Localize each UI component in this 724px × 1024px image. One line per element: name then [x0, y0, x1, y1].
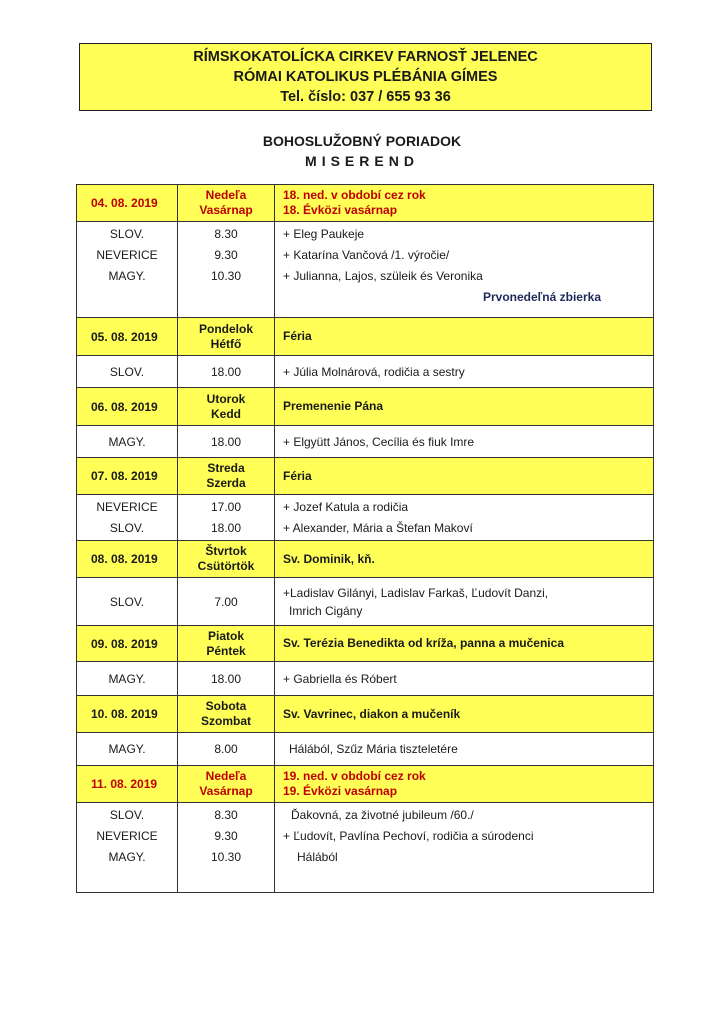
mass-time: 18.00	[178, 662, 275, 696]
mass-row	[77, 495, 654, 541]
day-header-row	[77, 388, 654, 426]
parish-phone: Tel. číslo: 037 / 655 93 36	[280, 89, 451, 105]
mass-time: 10.30	[210, 850, 242, 864]
day-header-row	[77, 458, 654, 495]
page-subtitle: MISEREND	[305, 153, 419, 169]
mass-intentions	[275, 495, 654, 541]
day-name-sk: Štvrtok	[205, 544, 247, 558]
day-header-row	[77, 626, 654, 662]
feast: Sv. Vavrinec, diakon a mučeník	[275, 696, 654, 733]
day-name	[178, 185, 275, 222]
day-name-hu: Szerda	[206, 476, 246, 490]
mass-time: 8.00	[178, 733, 275, 766]
day-date: 10. 08. 2019	[77, 696, 178, 733]
mass-intention: + Ľudovít, Pavlína Pechoví, rodičia a súrodenci	[283, 829, 534, 843]
feast	[275, 185, 654, 222]
day-name	[178, 458, 275, 495]
mass-language: MAGY.	[108, 850, 146, 864]
mass-time: 10.30	[210, 269, 242, 283]
day-name-hu: Péntek	[206, 643, 246, 658]
mass-language: MAGY.	[77, 662, 178, 696]
mass-intention: + Gabriella és Róbert	[275, 662, 654, 696]
feast: Féria	[275, 318, 654, 356]
day-name-sk: Streda	[207, 461, 245, 475]
mass-times	[178, 495, 275, 541]
day-header-row	[77, 318, 654, 356]
day-header-row	[77, 541, 654, 578]
mass-intention: + Jozef Katula a rodičia	[283, 499, 409, 514]
collection-note: Prvonedeľná zbierka	[482, 290, 601, 304]
mass-row	[77, 662, 654, 696]
mass-intention: + Alexander, Mária a Štefan Makoví	[283, 520, 473, 535]
day-name-sk: Utorok	[206, 391, 246, 406]
day-name-hu: Vasárnap	[199, 203, 253, 217]
mass-time: 8.30	[214, 227, 238, 241]
mass-language: SLOV.	[77, 356, 178, 388]
day-name-sk: Sobota	[205, 699, 247, 713]
mass-time: 18.00	[178, 426, 275, 458]
mass-language: NEVERICE	[96, 829, 158, 843]
mass-intention: + Elgyütt János, Cecília és fiuk Imre	[275, 426, 654, 458]
mass-times	[178, 222, 275, 318]
day-date: 11. 08. 2019	[77, 766, 178, 803]
day-name-sk: Pondelok	[198, 321, 253, 336]
day-date: 05. 08. 2019	[77, 318, 178, 356]
feast-hu: 19. Évközi vasárnap	[283, 784, 398, 798]
mass-intention: Imrich Cigány	[289, 603, 363, 618]
mass-languages	[77, 495, 178, 541]
mass-intention: + Júlia Molnárová, rodičia a sestry	[275, 356, 654, 388]
feast	[275, 766, 654, 803]
mass-intention: + Eleg Paukeje	[283, 227, 365, 241]
mass-times	[178, 803, 275, 893]
mass-intention	[275, 733, 654, 766]
day-name-sk: Piatok	[207, 628, 244, 643]
mass-row	[77, 222, 654, 318]
schedule-table	[76, 184, 654, 893]
day-date: 06. 08. 2019	[77, 388, 178, 426]
feast-hu: 18. Évközi vasárnap	[283, 203, 398, 217]
mass-language: NEVERICE	[96, 499, 158, 514]
feast-sk: 18. ned. v období cez rok	[283, 188, 426, 202]
day-name-hu: Kedd	[211, 406, 241, 421]
mass-intention: Hálából	[297, 850, 338, 864]
mass-intention: +Ladislav Gilányi, Ladislav Farkaš, Ľudovít Danzi,	[283, 585, 549, 600]
mass-language: SLOV.	[109, 520, 145, 535]
mass-language: MAGY.	[108, 269, 146, 283]
mass-row	[77, 578, 654, 626]
day-name-hu: Csütörtök	[197, 559, 255, 573]
mass-language: MAGY.	[77, 426, 178, 458]
mass-time: 17.00	[210, 499, 242, 514]
mass-language: NEVERICE	[96, 248, 158, 262]
mass-row	[77, 356, 654, 388]
mass-languages	[77, 803, 178, 893]
mass-languages	[77, 222, 178, 318]
mass-row	[77, 733, 654, 766]
day-date: 04. 08. 2019	[77, 185, 178, 222]
parish-header	[79, 43, 652, 111]
mass-language: SLOV.	[109, 808, 145, 822]
feast: Sv. Terézia Benedikta od kríža, panna a mučenica	[275, 626, 654, 662]
day-date: 07. 08. 2019	[77, 458, 178, 495]
mass-intentions	[275, 222, 654, 318]
mass-language: SLOV.	[109, 227, 145, 241]
day-name-sk: Nedeľa	[205, 188, 247, 202]
day-name	[178, 318, 275, 356]
day-date: 09. 08. 2019	[77, 626, 178, 662]
mass-time: 9.30	[214, 248, 238, 262]
day-name-hu: Szombat	[200, 714, 251, 728]
parish-name-sk: RÍMSKOKATOLÍCKA CIRKEV FARNOSŤ JELENEC	[193, 49, 538, 65]
day-name-hu: Hétfő	[210, 336, 242, 351]
feast-sk: 19. ned. v období cez rok	[283, 769, 426, 783]
day-date: 08. 08. 2019	[77, 541, 178, 578]
day-name-hu: Vasárnap	[199, 784, 253, 798]
mass-intention: + Julianna, Lajos, szüleik és Veronika	[283, 269, 483, 283]
mass-time: 8.30	[214, 808, 238, 822]
parish-name-hu: RÓMAI KATOLIKUS PLÉBÁNIA GÍMES	[233, 69, 498, 85]
mass-time: 18.00	[178, 356, 275, 388]
feast: Premenenie Pána	[275, 388, 654, 426]
day-name	[178, 541, 275, 578]
day-name	[178, 766, 275, 803]
feast: Sv. Dominik, kň.	[275, 541, 654, 578]
page-title: BOHOSLUŽOBNÝ PORIADOK	[262, 133, 462, 149]
mass-intentions	[275, 578, 654, 626]
mass-row	[77, 426, 654, 458]
mass-intention: Ďakovná, za životné jubileum /60./	[291, 808, 474, 822]
mass-language: MAGY.	[77, 733, 178, 766]
day-name	[178, 696, 275, 733]
mass-time: 7.00	[178, 578, 275, 626]
mass-intentions	[275, 803, 654, 893]
day-name-sk: Nedeľa	[205, 769, 247, 783]
feast: Féria	[275, 458, 654, 495]
day-name	[178, 388, 275, 426]
day-header-row	[77, 185, 654, 222]
mass-intention-text: Hálából, Szűz Mária tiszteletére	[289, 742, 458, 756]
day-header-row	[77, 696, 654, 733]
mass-time: 9.30	[214, 829, 238, 843]
day-header-row	[77, 766, 654, 803]
mass-intention: + Katarína Vančová /1. výročie/	[283, 248, 450, 262]
mass-row	[77, 803, 654, 893]
mass-time: 18.00	[210, 520, 242, 535]
mass-language: SLOV.	[77, 578, 178, 626]
day-name	[178, 626, 275, 662]
